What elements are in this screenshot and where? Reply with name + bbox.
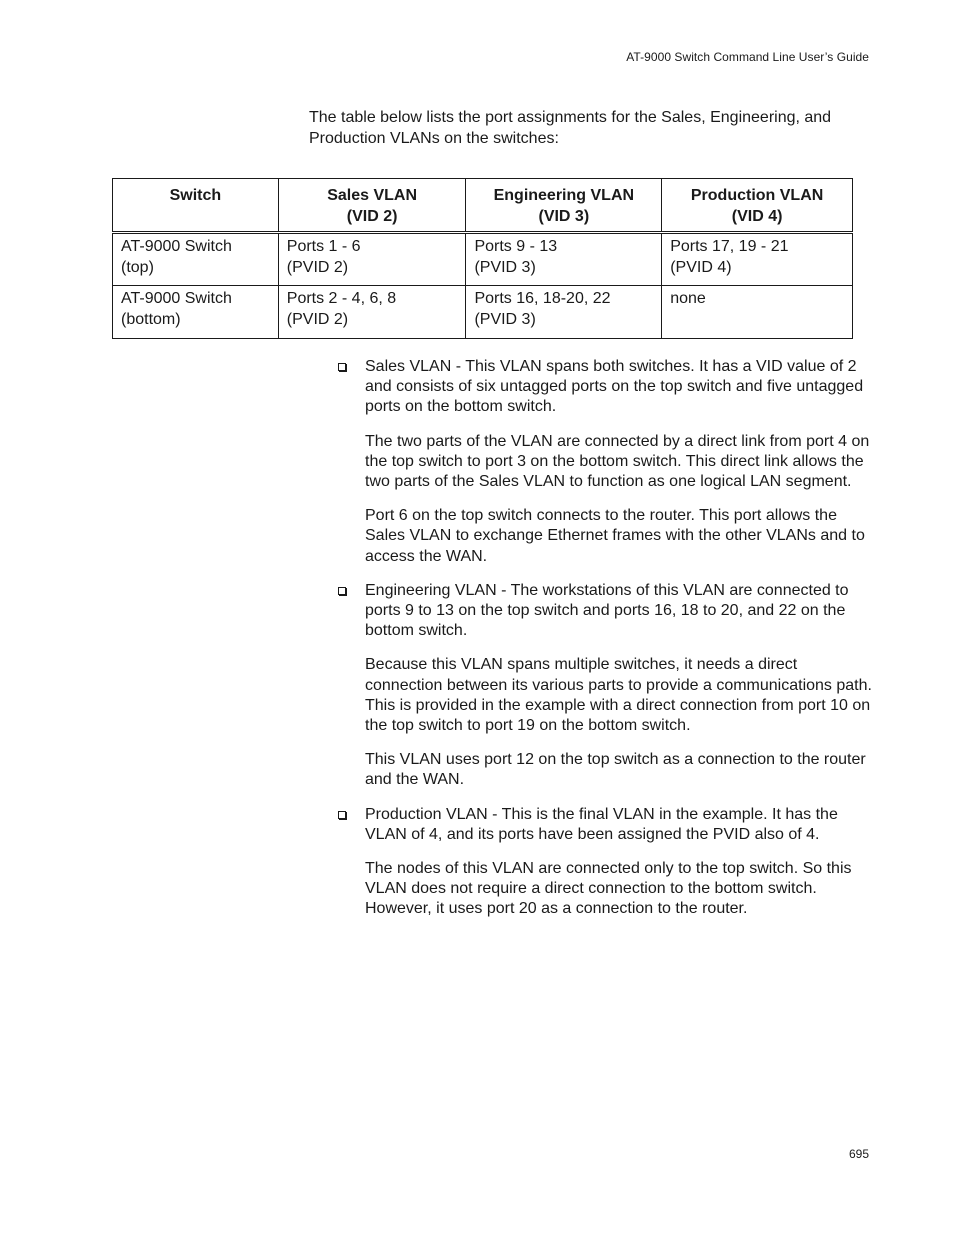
table-cell: [278, 233, 466, 286]
checkbox-bullet-icon: [338, 587, 346, 595]
running-header: AT-9000 Switch Command Line User’s Guide: [626, 50, 869, 64]
header-production-vlan: [662, 179, 853, 233]
list-item-sales-vlan: [365, 357, 875, 567]
intro-paragraph: The table below lists the port assignments for the Sales, Engineering, and Production VLANs on the switches:: [309, 109, 832, 147]
cell-line: (top): [121, 259, 154, 276]
cell-line: Ports 1 - 6: [286, 238, 361, 255]
paragraph: The two parts of the VLAN are connected by a direct link from port 4 on the top switch to port 3 on the bottom switch. This direct link allows the two parts of the Sales VLAN to function as one logical LAN segment.: [365, 432, 870, 491]
paragraph: Because this VLAN spans multiple switches, it needs a direct connection between its various parts to provide a communications path. This is provided in the example with a direct connection from port 10 on the top switch to port 19 on the bottom switch.: [365, 656, 872, 735]
cell-line: (PVID 2): [286, 311, 349, 328]
table-header-row: [113, 179, 853, 233]
cell-line: (bottom): [121, 311, 181, 328]
header-engineering-vlan: [466, 179, 662, 233]
cell-line: AT-9000 Switch: [121, 290, 232, 307]
checkbox-bullet-icon: [338, 363, 346, 371]
paragraph: Engineering VLAN - The workstations of this VLAN are connected to ports 9 to 13 on the top switch and ports 16, 18 to 20, and 22 on the bottom switch.: [365, 581, 849, 640]
cell-line: Ports 17, 19 - 21: [670, 238, 789, 255]
table-cell: [113, 286, 279, 339]
table-cell: [662, 233, 853, 286]
paragraph: Production VLAN - This is the final VLAN in the example. It has the VLAN of 4, and its ports have been assigned the PVID also of 4.: [365, 805, 838, 843]
cell-line: none: [670, 290, 706, 307]
cell-line: (PVID 3): [474, 311, 536, 328]
header-line: (VID 4): [731, 208, 783, 225]
table-cell: [113, 233, 279, 286]
table-cell: [466, 233, 662, 286]
table-cell: [466, 286, 662, 339]
port-assignment-table: [112, 178, 853, 339]
header-line: (VID 2): [346, 208, 398, 225]
checkbox-bullet-icon: [338, 811, 346, 819]
cell-line: AT-9000 Switch: [121, 238, 232, 255]
paragraph: This VLAN uses port 12 on the top switch as a connection to the router and the WAN.: [365, 751, 866, 789]
cell-line: (PVID 2): [286, 259, 349, 276]
list-item-engineering-vlan: [365, 581, 875, 791]
paragraph: The nodes of this VLAN are connected only to the top switch. So this VLAN does not require a direct connection to the bottom switch. However, it uses port 20 as a connection to the router.: [365, 860, 852, 918]
cell-line: Ports 2 - 4, 6, 8: [286, 290, 397, 307]
table-row: [113, 286, 853, 339]
paragraph: Sales VLAN - This VLAN spans both switches. It has a VID value of 2 and consists of six untagged ports on the top switch and five untagged ports on the bottom switch.: [365, 358, 864, 416]
header-line: Production VLAN: [690, 187, 824, 204]
header-sales-vlan: [278, 179, 466, 233]
table-row: [113, 233, 853, 286]
cell-line: Ports 16, 18-20, 22: [474, 290, 611, 307]
cell-line: (PVID 4): [670, 259, 732, 276]
table-cell: [278, 286, 466, 339]
paragraph: Port 6 on the top switch connects to the router. This port allows the Sales VLAN to exchange Ethernet frames with the other VLANs and to access the WAN.: [365, 507, 865, 565]
cell-line: (PVID 3): [474, 259, 536, 276]
list-item-production-vlan: [365, 805, 875, 920]
page-number: 695: [848, 1147, 869, 1161]
table-cell: [662, 286, 853, 339]
header-line: Switch: [169, 187, 222, 204]
header-line: Sales VLAN: [327, 187, 417, 204]
header-switch: [113, 179, 279, 233]
header-line: Engineering VLAN: [493, 187, 635, 204]
header-line: (VID 3): [538, 208, 590, 225]
vlan-description-list: [365, 357, 875, 934]
cell-line: Ports 9 - 13: [474, 238, 558, 255]
